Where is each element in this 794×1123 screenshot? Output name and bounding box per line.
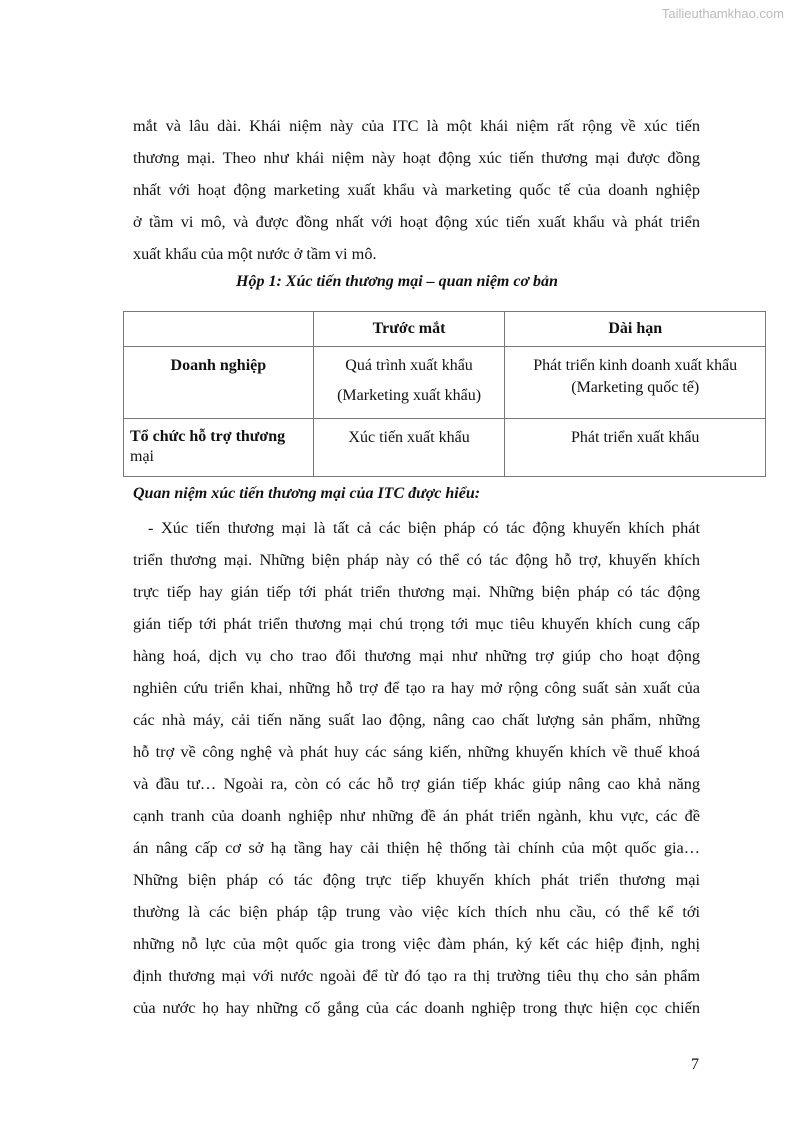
row-label: Doanh nghiệp <box>124 347 314 419</box>
header-cell: Trước mắt <box>313 312 505 347</box>
text-line: của nước họ hay những cố gắng của các doanh nghiệp trong thực hiện cọc chiến <box>133 998 700 1017</box>
table-cell <box>505 347 766 419</box>
table-row <box>124 419 766 477</box>
table-header-row <box>124 312 766 347</box>
row-label-rest: mại <box>130 448 154 465</box>
text-line: các nhà máy, cải tiến năng suất lao động, nâng cao chất lượng sản phẩm, những <box>133 710 700 729</box>
text-line: định thương mại với nước ngoài để từ đó tạo ra thị trường tiêu thụ cho sản phẩm <box>133 966 700 985</box>
header-cell: Dài hạn <box>505 312 766 347</box>
text-line: những nỗ lực của một quốc gia trong việc đàm phán, ký kết các hiệp định, nghị <box>133 934 700 953</box>
text-line: thường là các biện pháp tập trung vào việc kích thích nhu cầu, có thể kể tới <box>133 902 700 921</box>
row-label <box>124 419 314 477</box>
cell-line: (Marketing xuất khẩu) <box>337 387 482 404</box>
table-cell <box>313 419 505 477</box>
cell-line: Xúc tiến xuất khẩu <box>348 429 470 446</box>
text-line: gián tiếp tới phát triển thương mại chú trọng tới mục tiêu khuyến khích cung cấp <box>133 614 700 633</box>
box-caption: Hộp 1: Xúc tiến thương mại – quan niệm cơ bản <box>236 273 558 290</box>
text-line: nghiên cứu triển khai, những hỗ trợ để tạo ra hay mở rộng công suất sản xuất của <box>133 678 700 697</box>
text-line: hàng hoá, dịch vụ cho trao đổi thương mại như những trợ giúp cho hoạt động <box>133 646 700 665</box>
watermark: Tailieuthamkhao.com <box>661 6 784 21</box>
text-line: Những biện pháp có tác động trực tiếp khuyến khích phát triển thương mại <box>133 870 700 889</box>
text-line: triển thương mại. Những biện pháp này có thể có tác động hỗ trợ, khuyến khích <box>133 550 700 569</box>
text-line: xuất khẩu của một nước ở tầm vi mô. <box>133 244 377 263</box>
cell-line: Phát triển xuất khẩu <box>571 429 700 446</box>
table-cell <box>313 347 505 419</box>
text-line: và đầu tư… Ngoài ra, còn có các hỗ trợ gián tiếp khác giúp nâng cao khả năng <box>133 774 700 793</box>
text-line: ở tầm vi mô, và được đồng nhất với hoạt động xúc tiến xuất khẩu và phát triển <box>133 212 700 231</box>
text-line: án nâng cấp cơ sở hạ tầng hay cải thiện hệ thống tài chính của một quốc gia… <box>133 838 700 857</box>
text-line: nhất với hoạt động marketing xuất khẩu và marketing quốc tế của doanh nghiệp <box>133 180 700 199</box>
text-line: - Xúc tiến thương mại là tất cả các biện pháp có tác động khuyến khích phát <box>148 518 700 537</box>
section-heading: Quan niệm xúc tiến thương mại của ITC được hiểu: <box>133 485 481 502</box>
text-line: cạnh tranh của doanh nghiệp như những đề án phát triển ngành, khu vực, các đề <box>133 806 700 825</box>
cell-line: (Marketing quốc tế) <box>571 379 700 396</box>
cell-line: Quá trình xuất khẩu <box>345 357 473 374</box>
row-label-bold: Tổ chức hỗ trợ thương <box>130 428 286 445</box>
concept-table <box>123 311 766 477</box>
table-row <box>124 347 766 419</box>
cell-line: Phát triển kinh doanh xuất khẩu <box>533 357 738 374</box>
text-line: hỗ trợ về công nghệ và phát huy các sáng kiến, những khuyến khích về thuế khoá <box>133 742 700 761</box>
table-cell <box>505 419 766 477</box>
text-line: mắt và lâu dài. Khái niệm này của ITC là một khái niệm rất rộng về xúc tiến <box>133 116 700 135</box>
text-line: trực tiếp hay gián tiếp tới phát triển thương mại. Những biện pháp có tác động <box>133 582 700 601</box>
header-cell <box>124 312 314 347</box>
page-number: 7 <box>691 1056 699 1073</box>
text-line: thương mại. Theo như khái niệm này hoạt động xúc tiến thương mại được đồng <box>133 148 700 167</box>
